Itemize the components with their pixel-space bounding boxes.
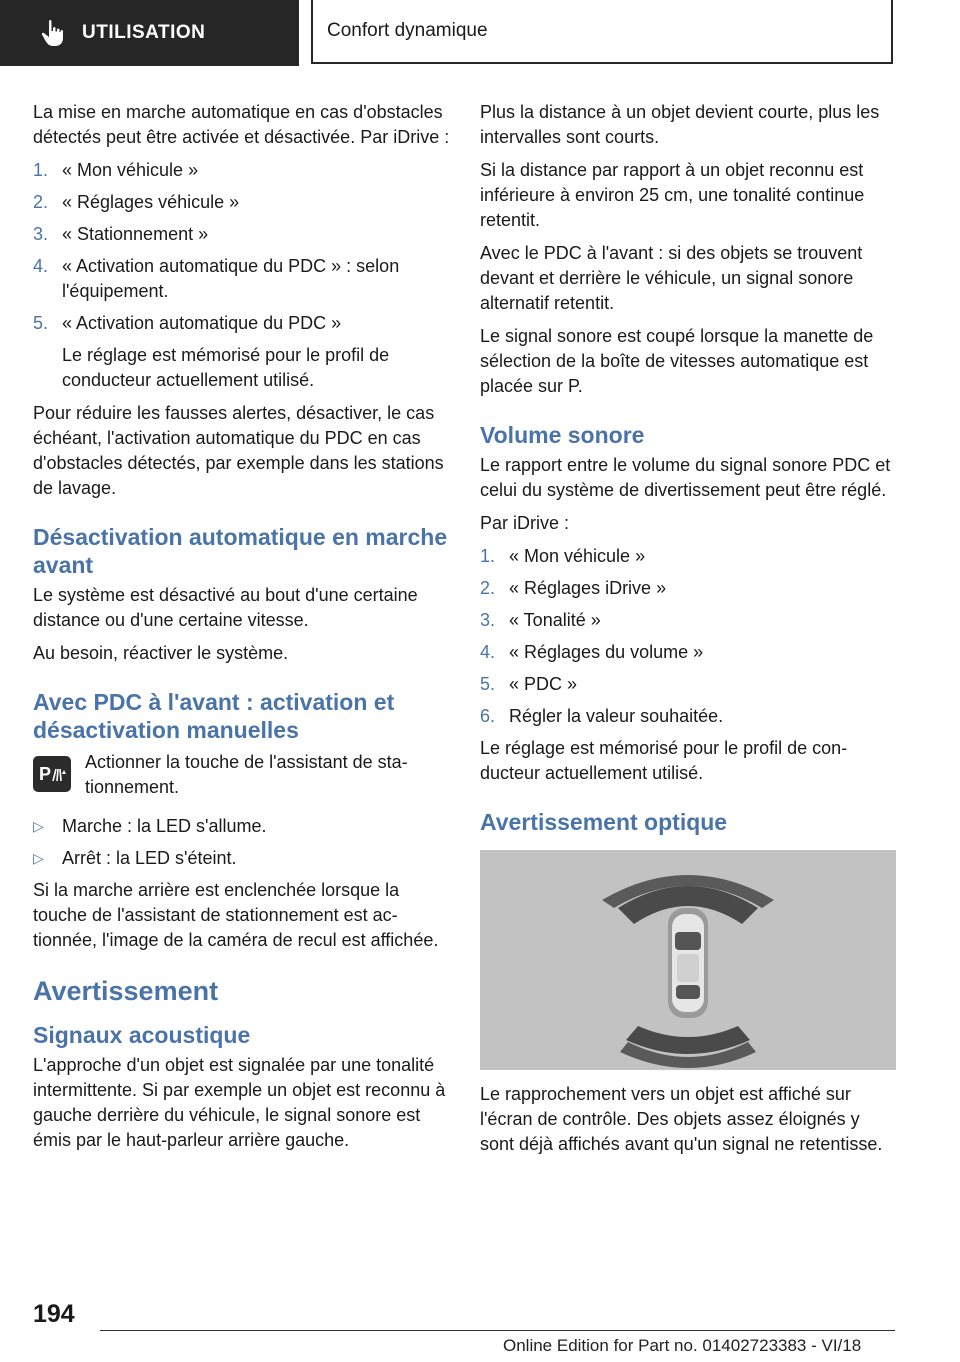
- step-note: Le réglage est mémorisé pour le profil de conducteur actuellement utilisé.: [62, 345, 390, 390]
- signal-off-paragraph: Le signal sonore est coupé lorsque la manette de sélection de la boîte de vitesses automatique est placée sur P.: [480, 326, 874, 396]
- list-item: [33, 158, 451, 183]
- led-status-list: [33, 814, 451, 871]
- list-item: [480, 704, 896, 729]
- list-item: [480, 576, 896, 601]
- chapter-title: UTILISATION: [82, 22, 206, 43]
- right-column: [480, 100, 896, 1165]
- section-title: Confort dynamique: [327, 20, 488, 41]
- footer-divider: [100, 1330, 895, 1331]
- step-number: 5.: [33, 313, 49, 333]
- step-text: « Activation automatique du PDC »: [62, 313, 342, 333]
- list-item: [33, 846, 451, 871]
- step-number: 5.: [480, 674, 496, 694]
- pdc-car-illustration: [480, 850, 896, 1070]
- step-number: 4.: [33, 256, 49, 276]
- step-number: 1.: [33, 160, 49, 180]
- step-number: 3.: [33, 224, 49, 244]
- edition-footer: Online Edition for Part no. 01402723383 - VI/18: [503, 1336, 862, 1355]
- page-header: [0, 0, 960, 66]
- heading-deactivation: Désactivation automatique en marche avant: [33, 524, 448, 578]
- left-column: [33, 100, 451, 1161]
- step-number: 1.: [480, 546, 496, 566]
- step-number: 2.: [480, 578, 496, 598]
- bullet-text: Arrêt : la LED s'éteint.: [62, 848, 237, 868]
- optical-paragraph: Le rapprochement vers un objet est affiché sur l'écran de contrôle. Des objets assez éloignés y sont déjà affichés avant qu'un signal ne retentisse.: [480, 1084, 883, 1154]
- list-item: [480, 640, 896, 665]
- triangle-bullet-icon: ▷: [33, 850, 44, 866]
- triangle-bullet-icon: ▷: [33, 818, 44, 834]
- pdc-display-image: [480, 850, 896, 1070]
- step-text: « Activation automatique du PDC » : selon l'équipement.: [62, 256, 400, 301]
- chapter-tab: [0, 0, 299, 66]
- parking-assistant-row: [33, 750, 451, 800]
- false-alarm-paragraph: Pour réduire les fausses alertes, désactiver, le cas échéant, l'activation automatique du PDC en cas d'obstacles détectés, par exemple dans les stations de lavage.: [33, 403, 444, 498]
- heading-optical-warning: Avertissement optique: [480, 809, 728, 835]
- hand-pointer-icon: [40, 19, 66, 47]
- bullet-text: Marche : la LED s'allume.: [62, 816, 267, 836]
- list-item: [480, 608, 896, 633]
- step-text: « Réglages véhicule »: [62, 192, 240, 212]
- list-item: [480, 544, 896, 569]
- volume-paragraph: Le rapport entre le volume du signal sonore PDC et celui du système de divertissement peut être réglé.: [480, 455, 891, 500]
- step-number: 2.: [33, 192, 49, 212]
- heading-warning: Avertissement: [33, 976, 219, 1006]
- volume-steps-list: [480, 544, 896, 729]
- step-text: « PDC »: [509, 674, 578, 694]
- list-item: [33, 311, 451, 336]
- idrive-paragraph: Par iDrive :: [480, 513, 570, 533]
- reactivate-paragraph: Au besoin, réactiver le système.: [33, 643, 289, 663]
- svg-text:P: P: [39, 764, 52, 784]
- saved-setting-paragraph: Le réglage est mémorisé pour le profil de conducteur actuellement utilisé.: [480, 738, 848, 783]
- step-text: « Stationnement »: [62, 224, 209, 244]
- list-item: [480, 672, 896, 697]
- heading-volume: Volume sonore: [480, 422, 645, 448]
- list-item: [33, 222, 451, 247]
- step-text: Régler la valeur souhaitée.: [509, 706, 724, 726]
- heading-manual-activation: Avec PDC à l'avant : activation et désactivation manuelles: [33, 689, 395, 743]
- list-item: [33, 814, 451, 839]
- deactivation-paragraph: Le système est désactivé au bout d'une certaine distance ou d'une certaine vitesse.: [33, 585, 418, 630]
- step-text: « Réglages iDrive »: [509, 578, 667, 598]
- continuous-tone-paragraph: Si la distance par rapport à un objet reconnu est inférieure à environ 25 cm, une tonalité continue retentit.: [480, 160, 865, 230]
- acoustic-paragraph: L'approche d'un objet est signalée par une tonalité intermittente. Si par exemple un objet est reconnu à gauche derrière du véhicule, le signal sonore est émis par le haut-parleur arrière gauche.: [33, 1055, 446, 1150]
- list-item: [33, 190, 451, 215]
- alternating-signal-paragraph: Avec le PDC à l'avant : si des objets se trouvent devant et derrière le véhicule, un signal sonore alternatif retentit.: [480, 243, 863, 313]
- heading-acoustic-signals: Signaux acoustique: [33, 1022, 251, 1048]
- interval-paragraph: Plus la distance à un objet devient courte, plus les intervalles sont courts.: [480, 102, 880, 147]
- reverse-camera-paragraph: Si la marche arrière est enclenchée lorsque la touche de l'assistant de stationnement est actionnée, l'image de la caméra de recul est affichée.: [33, 880, 439, 950]
- step-text: « Mon véhicule »: [509, 546, 646, 566]
- section-tab: [311, 0, 893, 64]
- parking-p-icon: [37, 761, 67, 787]
- parking-assistant-text: Actionner la touche de l'assistant de stationnement.: [85, 752, 408, 797]
- step-text: « Réglages du volume »: [509, 642, 704, 662]
- parking-assistant-button-icon: [33, 756, 71, 792]
- step-number: 4.: [480, 642, 496, 662]
- step-text: « Tonalité »: [509, 610, 601, 630]
- list-item: [33, 254, 451, 304]
- step-number: 6.: [480, 706, 496, 726]
- step-number: 3.: [480, 610, 496, 630]
- activation-steps-list: [33, 158, 451, 336]
- step-text: « Mon véhicule »: [62, 160, 199, 180]
- page-number: 194: [33, 1300, 75, 1328]
- intro-paragraph: La mise en marche automatique en cas d'obstacles détectés peut être activée et désactivée. Par iDrive :: [33, 102, 450, 147]
